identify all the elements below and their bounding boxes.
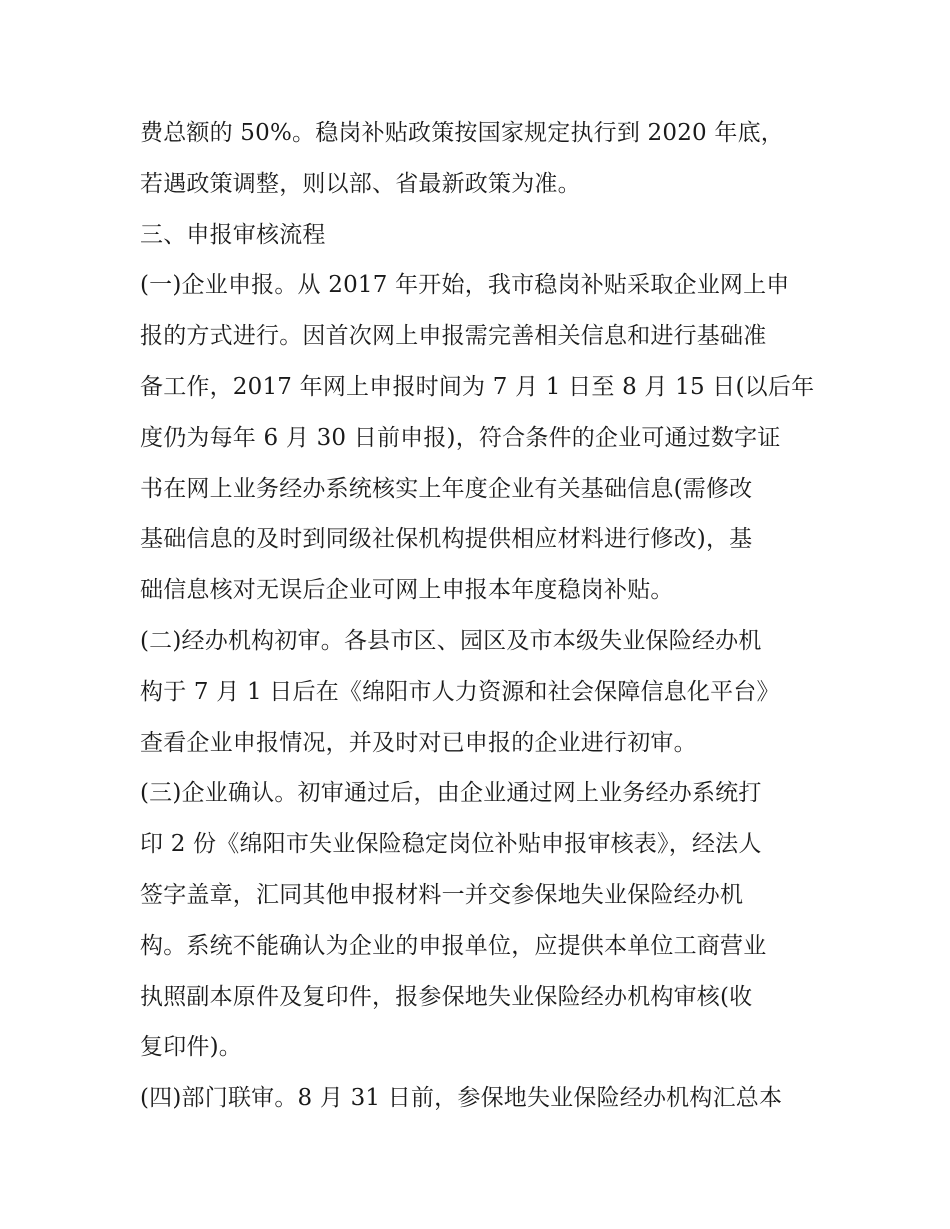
text-line: (一)企业申报。从 2017 年开始，我市稳岗补贴采取企业网上申: [140, 272, 790, 299]
text-line: 印 2 份《绵阳市失业保险稳定岗位补贴申报审核表》，经法人: [140, 831, 762, 858]
text-line: 签字盖章，汇同其他申报材料一并交参保地失业保险经办机: [140, 881, 744, 908]
text-line: 查看企业申报情况，并及时对已申报的企业进行初审。: [140, 729, 697, 756]
text-line: 书在网上业务经办系统核实上年度企业有关基础信息(需修改: [140, 475, 753, 502]
text-line: (四)部门联审。8 月 31 日前，参保地失业保险经办机构汇总本: [140, 1085, 783, 1112]
document-body: [140, 108, 830, 1124]
text-line: 构于 7 月 1 日后在《绵阳市人力资源和社会保障信息化平台》: [140, 678, 780, 705]
text-line: 础信息核对无误后企业可网上申报本年度稳岗补贴。: [140, 577, 674, 604]
section-heading: 三、申报审核流程: [140, 221, 326, 248]
text-line: 若遇政策调整，则以部、省最新政策为准。: [140, 170, 581, 197]
text-line: 基础信息的及时到同级社保机构提供相应材料进行修改)，基: [140, 526, 753, 553]
text-line: 备工作，2017 年网上申报时间为 7 月 1 日至 8 月 15 日(以后年: [140, 373, 815, 400]
text-line: 度仍为每年 6 月 30 日前申报)，符合条件的企业可通过数字证: [140, 424, 781, 451]
text-line: 费总额的 50%。稳岗补贴政策按国家规定执行到 2020 年底，: [140, 120, 784, 146]
text-line: 复印件)。: [140, 1034, 242, 1061]
text-line: (二)经办机构初审。各县市区、园区及市本级失业保险经办机: [140, 627, 762, 654]
text-line: 构。系统不能确认为企业的申报单位，应提供本单位工商营业: [140, 932, 767, 959]
text-line: 执照副本原件及复印件，报参保地失业保险经办机构审核(收: [140, 983, 753, 1010]
text-line: (三)企业确认。初审通过后，由企业通过网上业务经办系统打: [140, 780, 762, 807]
text-line: 报的方式进行。因首次网上申报需完善相关信息和进行基础准: [140, 323, 767, 350]
